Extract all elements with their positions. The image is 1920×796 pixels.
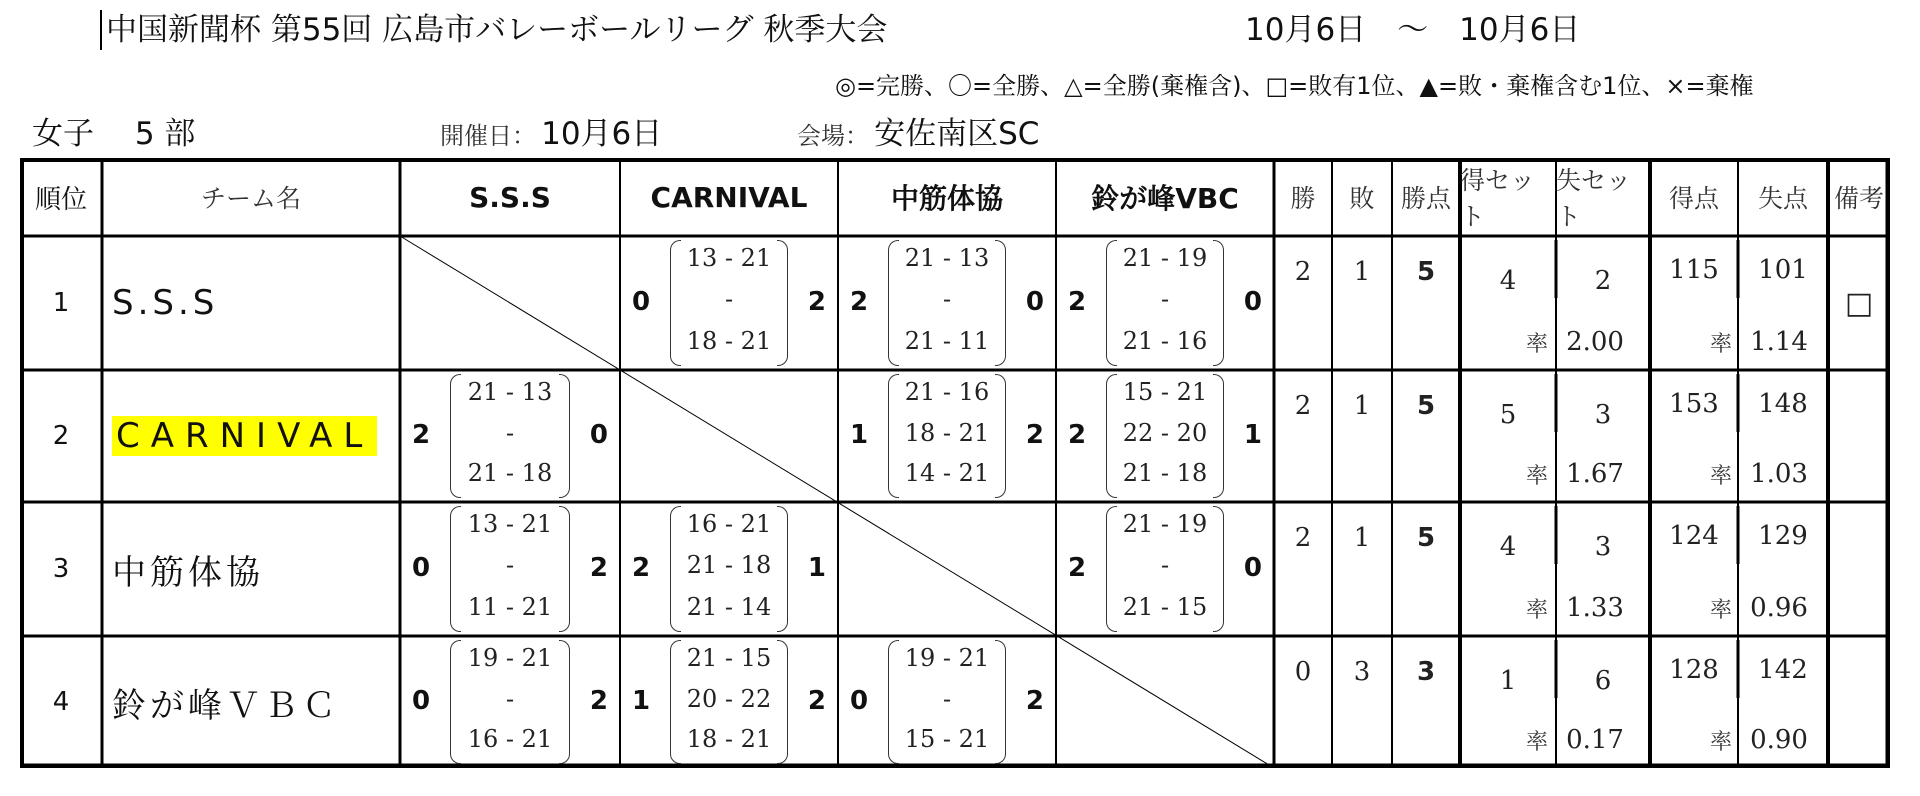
rate-value: 2.00 bbox=[1566, 327, 1624, 357]
header-loss: 敗 bbox=[1349, 184, 1375, 213]
set-score: 21 - 16 bbox=[1122, 326, 1208, 355]
score-against: 129 bbox=[1758, 521, 1808, 551]
venue bbox=[797, 114, 1039, 159]
match-sets-left: 2 bbox=[1068, 287, 1087, 317]
sets-lost: 6 bbox=[1594, 666, 1612, 696]
set-score: 13 - 21 bbox=[467, 510, 553, 538]
set-score: 18 - 21 bbox=[904, 418, 990, 447]
match-result bbox=[620, 236, 838, 370]
header-sets-won: 得セット bbox=[1460, 166, 1536, 231]
set-score: - bbox=[505, 418, 515, 447]
header-team: チーム名 bbox=[200, 184, 301, 213]
set-scores bbox=[1106, 374, 1224, 498]
set-scores bbox=[450, 506, 570, 632]
set-score: 21 - 14 bbox=[686, 592, 772, 621]
header-opponent: S.S.S bbox=[469, 180, 551, 214]
header-win: 勝 bbox=[1290, 184, 1316, 213]
venue-value: 安佐南区SC bbox=[874, 116, 1040, 152]
rate-value: 0.90 bbox=[1750, 725, 1808, 755]
team-name-text: S.S.S bbox=[112, 283, 219, 323]
header-opponent: 鈴が峰VBC bbox=[1091, 182, 1239, 215]
wins: 0 bbox=[1294, 657, 1312, 687]
match-result bbox=[620, 636, 838, 768]
losses: 3 bbox=[1353, 657, 1371, 687]
sets-won: 1 bbox=[1499, 666, 1517, 696]
rate-label: 率 bbox=[1710, 331, 1733, 357]
points: 3 bbox=[1416, 657, 1436, 687]
rate-value: 1.67 bbox=[1566, 459, 1624, 489]
set-scores bbox=[670, 640, 788, 764]
match-sets-right: 2 bbox=[1025, 420, 1044, 450]
match-result bbox=[620, 502, 838, 636]
rate-label: 率 bbox=[1526, 729, 1549, 755]
rate-value: 1.03 bbox=[1750, 459, 1808, 489]
set-scores bbox=[670, 506, 788, 632]
set-score: 19 - 21 bbox=[467, 644, 553, 672]
set-score: 18 - 21 bbox=[686, 725, 772, 754]
sets-lost: 3 bbox=[1594, 400, 1612, 430]
set-score: 18 - 21 bbox=[686, 326, 772, 355]
rate-label: 率 bbox=[1526, 463, 1549, 489]
note-cell bbox=[1828, 370, 1890, 502]
rate-value: 0.17 bbox=[1566, 725, 1624, 755]
match-sets-right: 1 bbox=[807, 553, 826, 583]
match-sets-left: 0 bbox=[850, 686, 869, 716]
sets-won: 4 bbox=[1499, 266, 1517, 296]
score-for: 128 bbox=[1669, 655, 1719, 685]
set-score: 19 - 21 bbox=[904, 644, 990, 672]
match-sets-left: 2 bbox=[1068, 553, 1087, 583]
match-sets-right: 0 bbox=[1025, 287, 1044, 317]
set-rate bbox=[1500, 454, 1650, 494]
set-scores bbox=[450, 640, 570, 764]
set-rate bbox=[1500, 322, 1650, 362]
note-cell bbox=[1828, 236, 1890, 370]
set-score: 21 - 19 bbox=[1122, 510, 1208, 538]
set-score: 14 - 21 bbox=[904, 459, 990, 488]
wins: 2 bbox=[1294, 257, 1312, 287]
note-cell bbox=[1828, 502, 1890, 636]
score-against: 148 bbox=[1758, 389, 1808, 419]
header-opponent: 中筋体協 bbox=[890, 182, 1003, 215]
match-result bbox=[1056, 236, 1274, 370]
legend: ◎=完勝、〇=全勝、△=全勝(棄権含)、□=敗有1位、▲=敗・棄権含む1位、×=棄権 bbox=[835, 72, 1754, 100]
match-sets-left: 2 bbox=[412, 420, 431, 450]
match-sets-right: 0 bbox=[589, 420, 608, 450]
match-sets-right: 0 bbox=[1243, 287, 1262, 317]
set-score: 21 - 15 bbox=[1122, 592, 1208, 621]
rate-value: 0.96 bbox=[1750, 593, 1808, 623]
team-name bbox=[102, 502, 410, 636]
match-result bbox=[400, 370, 620, 502]
match-sets-left: 0 bbox=[412, 553, 431, 583]
match-sets-left: 0 bbox=[412, 686, 431, 716]
set-scores bbox=[1106, 240, 1224, 366]
rate-label: 率 bbox=[1710, 597, 1733, 623]
set-rate bbox=[1500, 588, 1650, 628]
team-name-text: 中筋体協 bbox=[112, 552, 264, 593]
set-scores bbox=[1106, 506, 1224, 632]
set-score: 21 - 13 bbox=[904, 244, 990, 272]
match-result bbox=[1056, 502, 1274, 636]
set-score: - bbox=[724, 285, 734, 314]
page-title: 中国新聞杯 第55回 広島市バレーボールリーグ 秋季大会 bbox=[100, 10, 887, 50]
set-score: - bbox=[1160, 285, 1170, 314]
set-score: - bbox=[505, 684, 515, 713]
set-score: - bbox=[942, 684, 952, 713]
standings-table bbox=[20, 158, 1890, 768]
score-for: 153 bbox=[1669, 389, 1719, 419]
set-score: - bbox=[505, 551, 515, 580]
match-result bbox=[400, 502, 620, 636]
set-score: 16 - 21 bbox=[686, 510, 772, 538]
event-date-label: 開催日： bbox=[440, 122, 536, 150]
match-sets-left: 0 bbox=[632, 287, 651, 317]
team-name bbox=[102, 370, 410, 502]
match-result bbox=[1056, 370, 1274, 502]
team-name-text: CARNIVAL bbox=[112, 416, 377, 456]
match-sets-left: 1 bbox=[850, 420, 869, 450]
score-rate bbox=[1690, 588, 1828, 628]
match-sets-right: 2 bbox=[807, 686, 826, 716]
set-score: 21 - 18 bbox=[467, 459, 553, 488]
set-score: 15 - 21 bbox=[904, 725, 990, 754]
score-against: 142 bbox=[1758, 655, 1808, 685]
rate-label: 率 bbox=[1526, 331, 1549, 357]
rate-label: 率 bbox=[1710, 729, 1733, 755]
set-score: 21 - 18 bbox=[1122, 459, 1208, 488]
set-score: 16 - 21 bbox=[467, 725, 553, 754]
team-name-text: 鈴が峰ＶＢＣ bbox=[112, 685, 340, 726]
score-rate bbox=[1690, 720, 1828, 760]
score-against: 101 bbox=[1758, 255, 1808, 285]
points: 5 bbox=[1416, 391, 1436, 421]
score-for: 115 bbox=[1669, 255, 1719, 285]
wins: 2 bbox=[1294, 391, 1312, 421]
set-scores bbox=[888, 374, 1006, 498]
rate-value: 1.33 bbox=[1566, 593, 1624, 623]
division-label: 女子 5 部 bbox=[32, 116, 196, 152]
match-result bbox=[838, 636, 1056, 768]
match-result bbox=[400, 636, 620, 768]
rank-cell: 3 bbox=[52, 554, 70, 584]
set-score: 22 - 20 bbox=[1122, 418, 1208, 447]
losses: 1 bbox=[1353, 391, 1371, 421]
set-score: 21 - 11 bbox=[904, 326, 990, 355]
header-opponent: CARNIVAL bbox=[650, 180, 808, 214]
match-sets-right: 2 bbox=[589, 553, 608, 583]
header-score-against: 失点 bbox=[1757, 184, 1808, 213]
sets-lost: 2 bbox=[1594, 266, 1612, 296]
note-mark: □ bbox=[1844, 285, 1874, 321]
set-score: 21 - 13 bbox=[467, 378, 553, 406]
header-notes: 備考 bbox=[1833, 184, 1884, 213]
event-date bbox=[440, 114, 662, 159]
losses: 1 bbox=[1353, 257, 1371, 287]
set-score: 20 - 22 bbox=[686, 684, 772, 713]
event-date-value: 10月6日 bbox=[541, 116, 663, 152]
match-sets-left: 2 bbox=[1068, 420, 1087, 450]
rate-label: 率 bbox=[1526, 597, 1549, 623]
set-score: 21 - 16 bbox=[904, 378, 990, 406]
match-sets-right: 1 bbox=[1243, 420, 1262, 450]
header-sets-lost: 失セット bbox=[1556, 166, 1632, 231]
rank-cell: 4 bbox=[52, 687, 70, 717]
score-rate bbox=[1690, 454, 1828, 494]
set-rate bbox=[1500, 720, 1650, 760]
match-sets-left: 2 bbox=[850, 287, 869, 317]
set-scores bbox=[888, 240, 1006, 366]
match-result bbox=[838, 370, 1056, 502]
set-score: - bbox=[1160, 551, 1170, 580]
match-sets-left: 2 bbox=[632, 553, 651, 583]
rate-label: 率 bbox=[1710, 463, 1733, 489]
sets-lost: 3 bbox=[1594, 532, 1612, 562]
wins: 2 bbox=[1294, 523, 1312, 553]
team-name bbox=[102, 236, 410, 370]
rate-value: 1.14 bbox=[1750, 327, 1808, 357]
rank-cell: 2 bbox=[52, 421, 70, 451]
team-name bbox=[102, 636, 410, 768]
note-cell bbox=[1828, 636, 1890, 768]
match-sets-right: 2 bbox=[1025, 686, 1044, 716]
rank-cell: 1 bbox=[52, 288, 70, 318]
set-scores bbox=[670, 240, 788, 366]
set-score: 11 - 21 bbox=[467, 592, 553, 621]
set-score: 21 - 15 bbox=[686, 644, 772, 672]
set-score: - bbox=[942, 285, 952, 314]
match-sets-right: 2 bbox=[589, 686, 608, 716]
match-sets-right: 2 bbox=[807, 287, 826, 317]
sets-won: 5 bbox=[1499, 400, 1517, 430]
header-rank: 順位 bbox=[34, 184, 87, 215]
points: 5 bbox=[1416, 523, 1436, 553]
losses: 1 bbox=[1353, 523, 1371, 553]
set-score: 13 - 21 bbox=[686, 244, 772, 272]
set-score: 15 - 21 bbox=[1122, 378, 1208, 406]
set-score: 21 - 19 bbox=[1122, 244, 1208, 272]
score-for: 124 bbox=[1669, 521, 1719, 551]
match-sets-left: 1 bbox=[632, 686, 651, 716]
set-scores bbox=[888, 640, 1006, 764]
header-points: 勝点 bbox=[1400, 184, 1451, 213]
match-result bbox=[838, 236, 1056, 370]
points: 5 bbox=[1416, 257, 1436, 287]
date-range: 10月6日 ～ 10月6日 bbox=[1245, 12, 1581, 48]
header-score-for: 得点 bbox=[1668, 184, 1719, 213]
set-score: 21 - 18 bbox=[686, 551, 772, 580]
venue-label: 会場： bbox=[797, 122, 869, 150]
set-scores bbox=[450, 374, 570, 498]
match-sets-right: 0 bbox=[1243, 553, 1262, 583]
sets-won: 4 bbox=[1499, 532, 1517, 562]
score-rate bbox=[1690, 322, 1828, 362]
